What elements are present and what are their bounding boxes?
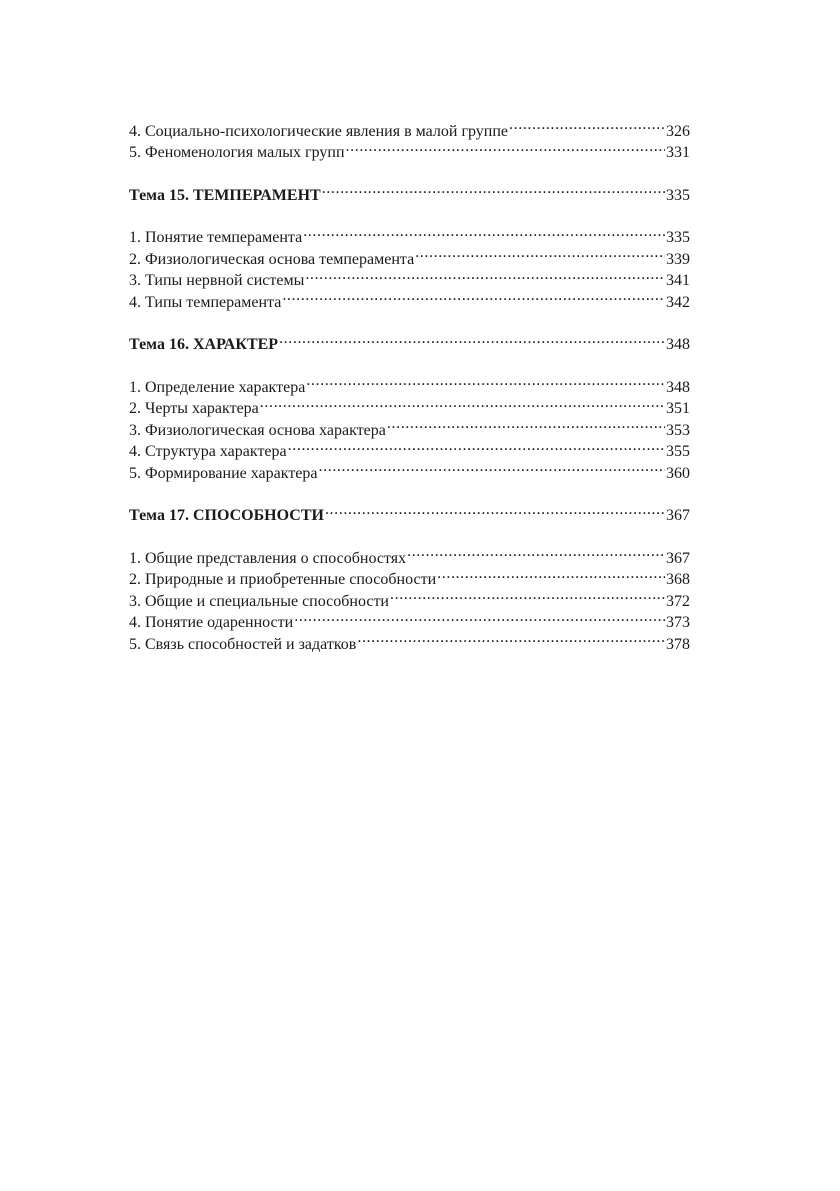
dot-leader	[346, 136, 665, 158]
toc-entry[interactable]	[129, 541, 690, 567]
dot-leader	[305, 264, 665, 286]
dot-leader	[288, 435, 665, 457]
toc-entry-title: 5. Феноменология малых групп	[129, 144, 345, 161]
dot-leader	[294, 606, 665, 628]
toc-topic-heading[interactable]	[129, 328, 690, 353]
toc-entry-title: 4. Структура характера	[129, 443, 287, 460]
toc-entry-page: 342	[666, 293, 690, 311]
toc-topic-page: 348	[666, 336, 690, 353]
dot-leader	[509, 114, 665, 136]
toc-entry-title: 3. Типы нервной системы	[129, 272, 305, 289]
toc-entry-title: 4. Социально-психологические явления в малой группе	[129, 122, 509, 140]
toc-entry-title: 5. Связь способностей и задатков	[129, 635, 357, 653]
toc-entry-page: 339	[666, 250, 690, 268]
toc-entry-page: 351	[666, 400, 690, 417]
toc-entry-page: 353	[666, 421, 690, 439]
toc-entry[interactable]	[129, 221, 690, 246]
toc-entry-title: 1. Определение характера	[129, 378, 306, 396]
toc-entry-title: 1. Понятие темперамента	[129, 229, 303, 246]
toc-entry-title: 4. Понятие одаренности	[129, 614, 294, 631]
toc-entry-page: 372	[666, 592, 690, 610]
toc-topic-title: Тема 17. СПОСОБНОСТИ	[129, 507, 324, 524]
toc-entry-page: 360	[666, 464, 690, 482]
toc-entry-title: 5. Формирование характера	[129, 464, 318, 482]
toc-entry-title: 2. Черты характера	[129, 400, 259, 417]
dot-leader	[407, 541, 665, 563]
toc-entry-title: 2. Природные и приобретенные способности	[129, 571, 437, 588]
toc-entry-page: 335	[666, 229, 690, 246]
toc-entry-title: 3. Физиологическая основа характера	[129, 421, 386, 439]
toc-entry-page: 331	[666, 144, 690, 161]
toc-entry-page: 368	[666, 571, 690, 588]
toc-entry-page: 326	[666, 122, 690, 140]
toc-entry[interactable]	[129, 370, 690, 396]
toc-topic-heading[interactable]	[129, 499, 690, 524]
toc-topic-heading[interactable]	[129, 178, 690, 204]
dot-leader	[325, 499, 665, 521]
dot-leader	[279, 328, 665, 350]
dot-leader	[415, 242, 665, 264]
dot-leader	[319, 456, 665, 478]
dot-leader	[282, 285, 665, 307]
toc-entry-title: 2. Физиологическая основа темперамента	[129, 250, 415, 268]
dot-leader	[306, 370, 665, 392]
toc-topic-page: 335	[666, 186, 690, 204]
toc-entry[interactable]	[129, 114, 690, 140]
dot-leader	[303, 221, 665, 243]
toc-entry-page: 378	[666, 635, 690, 653]
dot-leader	[390, 584, 665, 606]
table-of-contents	[129, 114, 690, 653]
dot-leader	[437, 563, 665, 585]
toc-entry-page: 373	[666, 614, 690, 631]
toc-entry-page: 367	[666, 549, 690, 567]
toc-entry-page: 348	[666, 378, 690, 396]
toc-topic-page: 367	[666, 507, 690, 524]
toc-entry-title: 1. Общие представления о способностях	[129, 549, 407, 567]
dot-leader	[387, 413, 665, 435]
dot-leader	[260, 392, 665, 414]
toc-entry-title: 3. Общие и специальные способности	[129, 592, 389, 610]
dot-leader	[357, 627, 665, 649]
dot-leader	[322, 178, 665, 200]
toc-topic-title: Тема 16. ХАРАКТЕР	[129, 336, 279, 353]
toc-topic-title: Тема 15. ТЕМПЕРАМЕНТ	[129, 186, 321, 204]
toc-entry-title: 4. Типы темперамента	[129, 293, 282, 311]
toc-entry-page: 341	[666, 272, 690, 289]
toc-entry-page: 355	[666, 443, 690, 460]
